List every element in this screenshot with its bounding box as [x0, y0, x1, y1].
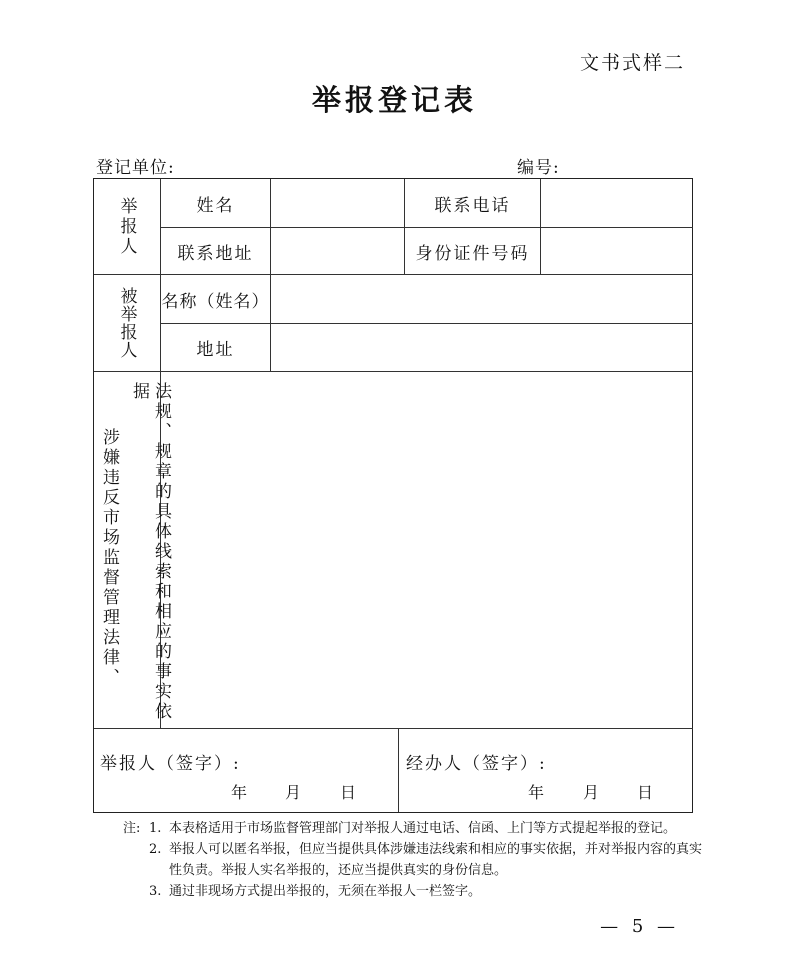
handler-date-month: 月 [583, 783, 600, 802]
reporter-date-year: 年 [231, 783, 248, 802]
note-text: 通过非现场方式提出举报的，无须在举报人一栏签字。 [169, 884, 482, 899]
reporter-id-field[interactable] [541, 228, 693, 274]
handler-signature-area[interactable] [399, 729, 693, 812]
reporter-address-field[interactable] [271, 228, 404, 274]
reported-address-field[interactable] [271, 324, 693, 371]
clues-label-line-1: 涉嫌违反市场监督管理法律、 [99, 428, 119, 688]
handler-date-day: 日 [637, 783, 654, 802]
reporter-phone-field[interactable] [541, 179, 693, 227]
reporter-date-month: 月 [285, 783, 302, 802]
clues-content-field[interactable] [161, 372, 693, 728]
reporter-signature-label: 举报人（签字）: [100, 754, 241, 774]
clues-label-line-2: 法规、规章的具体线索和相应的事实依据 [129, 382, 171, 722]
reported-name-field[interactable] [271, 275, 693, 323]
reported-section-label: 被举报人 [116, 287, 137, 359]
reporter-name-label: 姓名 [196, 195, 235, 216]
page-title: 举报登记表 [311, 83, 477, 117]
registration-form-table [93, 178, 693, 813]
reporter-name-field[interactable] [271, 179, 404, 227]
note-text: 举报人可以匿名举报，但应当提供具体涉嫌违法线索和相应的事实依据，并对举报内容的真实性负责。举报人实名举报的，还应当提供真实的身份信息。 [169, 842, 703, 878]
notes-prefix: 注: [123, 821, 141, 836]
handler-date-year: 年 [528, 783, 545, 802]
reported-address-label: 地址 [196, 340, 235, 360]
reported-name-label: 名称（姓名） [161, 291, 270, 312]
note-number: 1. [149, 821, 162, 836]
note-text: 本表格适用于市场监督管理部门对举报人通过电话、信函、上门等方式提起举报的登记。 [169, 821, 677, 836]
note-item [123, 839, 723, 881]
reporter-signature-area[interactable] [94, 729, 398, 812]
note-item [123, 818, 723, 839]
notes-section [123, 818, 723, 902]
reporter-phone-label: 联系电话 [434, 195, 511, 216]
reporter-section-label: 举报人 [116, 196, 137, 257]
registration-unit-label: 登记单位: [96, 158, 175, 178]
document-type-label: 文书式样二 [579, 52, 685, 74]
handler-signature-label: 经办人（签字）: [406, 754, 547, 774]
serial-number-label: 编号: [517, 158, 560, 178]
note-number: 3. [149, 884, 162, 899]
reporter-section-label-cell [94, 179, 160, 274]
reporter-date-day: 日 [340, 783, 357, 802]
reporter-id-label: 身份证件号码 [415, 243, 530, 264]
note-number: 2. [149, 842, 162, 857]
page-number: — 5 — [600, 916, 679, 937]
note-item [123, 881, 723, 902]
reporter-address-label: 联系地址 [177, 243, 254, 264]
reported-section-label-cell [94, 275, 160, 371]
clues-label-cell [94, 372, 171, 728]
